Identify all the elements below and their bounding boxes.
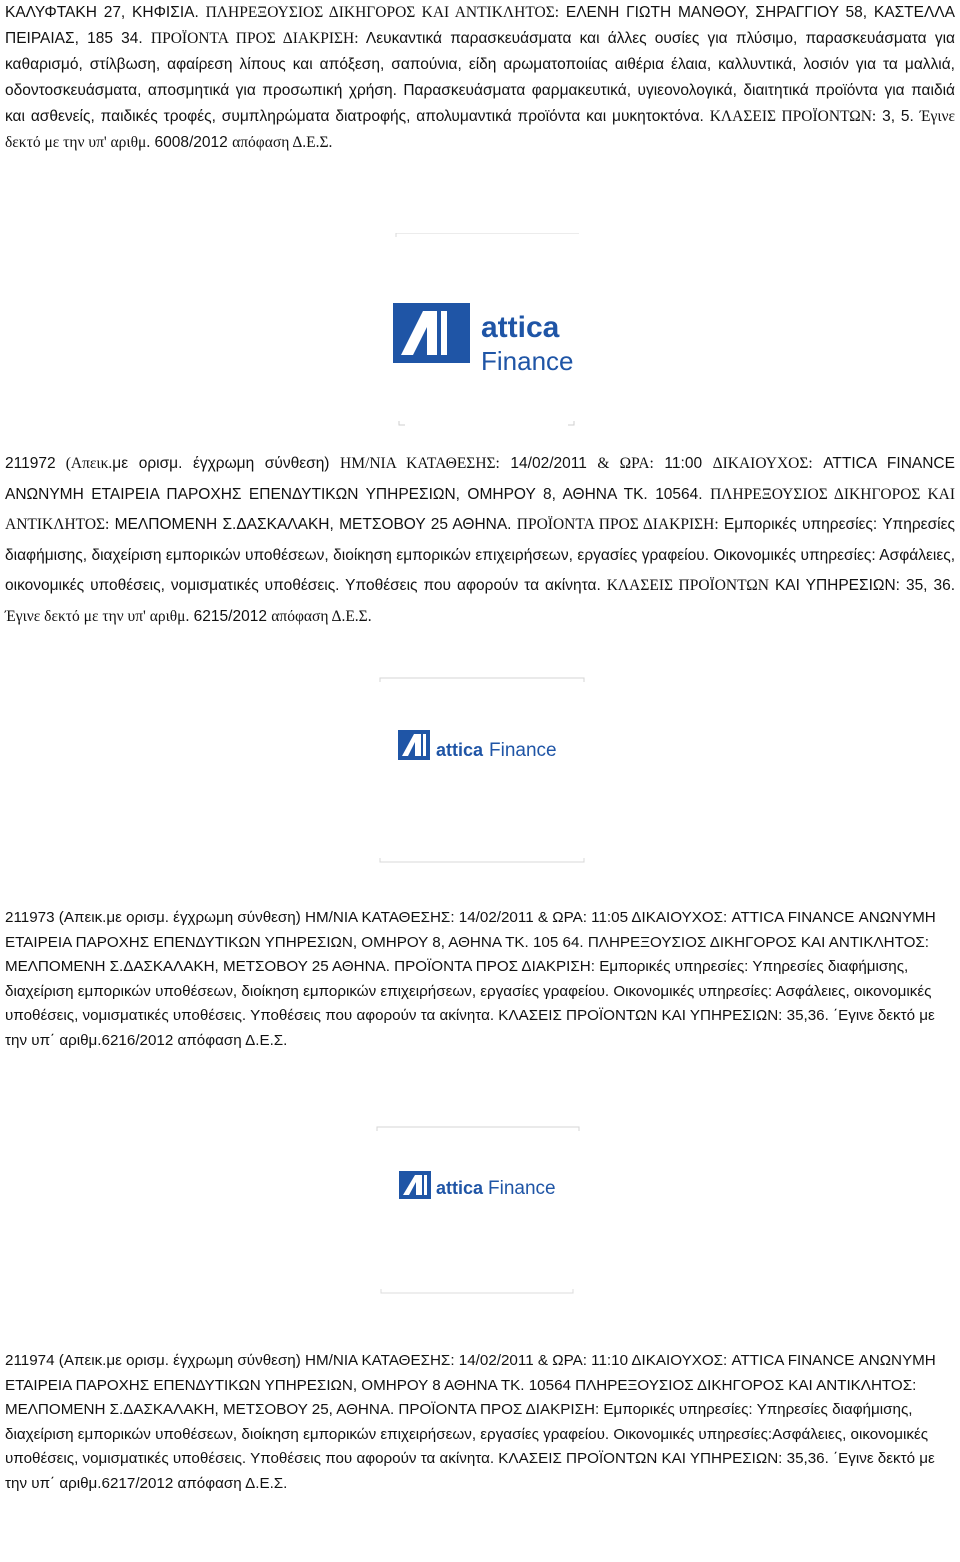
time-label: & ΩΡΑ: <box>597 455 654 472</box>
entry-211972 <box>5 449 955 632</box>
trademark-image-1 <box>393 233 579 429</box>
attorney-label: ΠΛΗΡΕΞΟΥΣΙΟΣ ΔΙΚΗΓΟΡΟΣ ΚΑΙ ΑΝΤΙΚΛΗΤΟΣ: <box>5 485 955 533</box>
entry-211974 <box>5 1349 955 1496</box>
decision-text: απόφαση Δ.Ε.Σ. <box>232 134 333 151</box>
address-text: ΚΑΛΥΦΤΑΚΗ 27, ΚΗΦΙΣΙΑ. <box>5 4 206 21</box>
products-label: ΠΡΟΪΟΝΤΑ ΠΡΟΣ ΔΙΑΚΡΙΣΗ: <box>150 30 359 47</box>
decision-text: απόφαση Δ.Ε.Σ. <box>271 607 372 625</box>
entry-number: 211973 <box>5 909 55 926</box>
entry-number: 211972 <box>5 455 56 472</box>
filing-date: 14/02/2011 <box>499 455 598 472</box>
entry-kind-detail: με ορισμ. έγχρωμη σύνθεση) <box>112 455 341 472</box>
classes-label: ΚΛΑΣΕΙΣ ΠΡΟΪΟΝΤΩΝ <box>606 577 769 594</box>
filing-date-label: ΗΜ/ΝΙΑ ΚΑΤΑΘΕΣΗΣ: <box>340 455 500 472</box>
accepted-label: Έγινε δεκτό με την υπ' αριθμ. <box>5 607 190 625</box>
trademark-image-2 <box>376 676 588 864</box>
logo-word-attica: attica <box>481 311 560 344</box>
logo-word-finance: Finance <box>489 740 557 761</box>
accepted-number: 6008/2012 <box>150 134 233 151</box>
classes-label: ΚΛΑΣΕΙΣ ΠΡΟΪΟΝΤΩΝ: <box>709 108 877 125</box>
accepted-label: Έγινε δεκτό με την υπ' αριθμ. <box>5 108 956 151</box>
accepted-number: 6215/2012 <box>189 607 272 625</box>
attica-finance-logo-icon <box>376 676 588 864</box>
products-value: Λευκαντικά παρασκευάσματα και άλλες ουσίες για πλύσιμο, παρασκευάσματα για καθαρισμό, στίλβωση, αφαίρεση λίπους και απόξεση, σαπούνια, είδη αρωματοποιίας αιθέρια έλαια, καλλυντικά, λοσιόν για τα μαλλιά, οδοντοσκευάσματα, αποσμητικά για προσωπική χρήση. Παρασκευάσματα φαρμακευτικά, υγιεονολογικά, διαιτητικά προϊόντα για παιδιά και ασθενείς, παιδικές τροφές, συμπληρώματα διατροφής, απολυμαντικά προϊόντα και μυκητοκτόνα. <box>5 30 955 125</box>
logo-word-attica: attica <box>436 740 484 760</box>
entry-211973 <box>5 906 955 1053</box>
entry-kind: (Απεικ. <box>55 455 113 472</box>
logo-word-finance: Finance <box>488 1178 556 1199</box>
entry-text: (Απεικ.με ορισμ. έγχρωμη σύνθεση) ΗΜ/ΝΙΑ ΚΑΤΑΘΕΣΗΣ: 14/02/2011 & ΩΡΑ: 11:05 ΔΙΚΑΙΟΥΧΟΣ: ATTICA FINANCE ΑΝΩΝΥΜΗ ΕΤΑΙΡΕΙΑ ΠΑΡΟΧΗΣ ΕΠΕΝΔΥΤΙΚΩΝ ΥΠΗΡΕΣΙΩΝ, ΟΜΗΡΟΥ 8, ΑΘΗΝΑ ΤΚ. 105 64. ΠΛΗΡΕΞΟΥΣΙΟΣ ΔΙΚΗΓΟΡΟΣ ΚΑΙ ΑΝΤΙΚΛΗΤΟΣ: ΜΕΛΠΟΜΕΝΗ Σ.ΔΑΣΚΑΛΑΚΗ, ΜΕΤΣΟΒΟΥ 25 ΑΘΗΝΑ. ΠΡΟΪΟΝΤΑ ΠΡΟΣ ΔΙΑΚΡΙΣΗ: Εμπορικές υπηρεσίες: Υπηρεσίες διαφήμισης, διαχείριση εμπορικών υποθέσεων, διοίκηση εμπορικών επιχειρήσεων, εργασίες γραφείου. Οικονομικές υπηρεσίες: Ασφάλειες, οικονομικές υποθέσεις, νομισματικές υποθέσεις. Υποθέσεις που αφορούν τα ακίνητα. ΚΛΑΣΕΙΣ ΠΡΟΪΟΝΤΩΝ ΚΑΙ ΥΠΗΡΕΣΙΩΝ: 35,36. ΄Εγινε δεκτό με την υπ΄ αριθμ.6216/2012 απόφαση Δ.Ε.Σ. <box>5 909 936 1049</box>
trademark-image-3 <box>373 1125 583 1295</box>
logo-word-finance: Finance <box>481 346 574 376</box>
logo-word-attica: attica <box>436 1178 484 1198</box>
attorney-value: ΜΕΛΠΟΜΕΝΗ Σ.ΔΑΣΚΑΛΑΚΗ, ΜΕΤΣΟΒΟΥ 25 ΑΘΗΝΑ. <box>109 516 517 533</box>
attorney-label: ΠΛΗΡΕΞΟΥΣΙΟΣ ΔΙΚΗΓΟΡΟΣ ΚΑΙ ΑΝΤΙΚΛΗΤΟΣ: <box>205 4 560 21</box>
owner-label: ΔΙΚΑΙΟΥΧΟΣ: <box>712 455 813 472</box>
products-label: ΠΡΟΪΟΝΤΑ ΠΡΟΣ ΔΙΑΚΡΙΣΗ: <box>516 516 719 533</box>
attica-finance-logo-icon <box>393 233 579 429</box>
attica-finance-logo-icon <box>373 1125 583 1295</box>
entry-text: (Απεικ.με ορισμ. έγχρωμη σύνθεση) ΗΜ/ΝΙΑ ΚΑΤΑΘΕΣΗΣ: 14/02/2011 & ΩΡΑ: 11:10 ΔΙΚΑΙΟΥΧΟΣ: ATTICA FINANCE ΑΝΩΝΥΜΗ ΕΤΑΙΡΕΙΑ ΠΑΡΟΧΗΣ ΕΠΕΝΔΥΤΙΚΩΝ ΥΠΗΡΕΣΙΩΝ, ΟΜΗΡΟΥ 8 ΑΘΗΝΑ ΤΚ. 10564 ΠΛΗΡΕΞΟΥΣΙΟΣ ΔΙΚΗΓΟΡΟΣ ΚΑΙ ΑΝΤΙΚΛΗΤΟΣ: ΜΕΛΠΟΜΕΝΗ Σ.ΔΑΣΚΑΛΑΚΗ, ΜΕΤΣΟΒΟΥ 25, ΑΘΗΝΑ. ΠΡΟΪΟΝΤΑ ΠΡΟΣ ΔΙΑΚΡΙΣΗ: Εμπορικές υπηρεσίες: Υπηρεσίες διαφήμισης, διαχείριση εμπορικών υποθέσεων, διοίκηση εμπορικών επιχειρήσεων, εργασίες γραφείου. Οικονομικές υπηρεσίες:Ασφάλειες, οικονομικές υποθέσεις, νομισματικές υποθέσεις. Υποθέσεις που αφορούν τα ακίνητα. ΚΛΑΣΕΙΣ ΠΡΟΪΟΝΤΩΝ ΚΑΙ ΥΠΗΡΕΣΙΩΝ: 35,36. ΄Εγινε δεκτό με την υπ΄ αριθμ.6217/2012 απόφαση Δ.Ε.Σ. <box>5 1352 936 1492</box>
owner-value: ATTICA FINANCE ΑΝΩΝΥΜΗ ΕΤΑΙΡΕΙΑ ΠΑΡΟΧΗΣ ΕΠΕΝΔΥΤΙΚΩΝ ΥΠΗΡΕΣΙΩΝ, ΟΜΗΡΟΥ 8, ΑΘΗΝΑ ΤΚ. 10564. <box>5 455 955 503</box>
classes-value: ΚΑΙ ΥΠΗΡΕΣΙΩΝ: 35, 36. <box>769 577 955 594</box>
entry-number: 211974 <box>5 1352 55 1369</box>
products-value: Εμπορικές υπηρεσίες: Υπηρεσίες διαφήμισης, διαχείριση εμπορικών υποθέσεων, διοίκηση εμπορικών επιχειρήσεων, εργασίες γραφείου. Οικονομικές υπηρεσίες: Ασφάλειες, οικονομικές υποθέσεις, νομισματικές υποθέσεις. Υποθέσεις που αφορούν τα ακίνητα. <box>5 516 955 594</box>
entry-paragraph-continued <box>5 0 955 156</box>
attorney-value: ΕΛΕΝΗ ΓΙΩΤΗ ΜΑΝΘΟΥ, ΣΗΡΑΓΓΙΟΥ 58, ΚΑΣΤΕΛΛΑ ΠΕΙΡΑΙΑΣ, 185 34. <box>5 4 955 47</box>
time-value: 11:00 <box>653 455 713 472</box>
classes-value: 3, 5. <box>876 108 920 125</box>
